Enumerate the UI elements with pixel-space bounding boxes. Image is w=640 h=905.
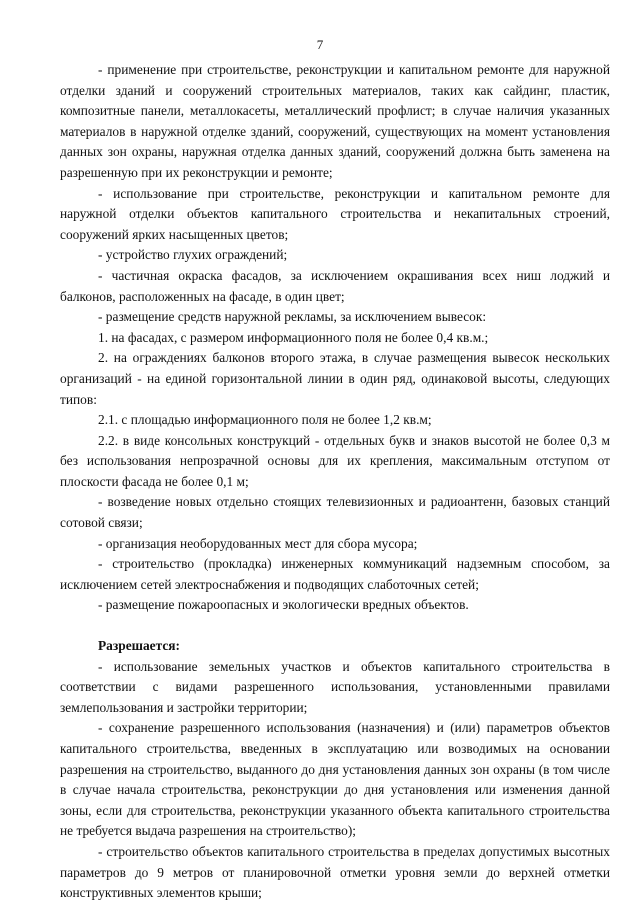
paragraph: - размещение пожароопасных и экологически вредных объектов.	[98, 597, 469, 613]
section-heading-allowed: Разрешается:	[98, 638, 180, 654]
paragraph: - сохранение разрешенного использования (назначения) и (или) параметров объектов капитального строительства, введенных в эксплуатацию или возводимых на основании разрешения на строительство, выданного до дня установления данных зон охраны (в том числе в случае начала строительства, реконструкции до дня установления или изменения данной зоны, если для строительства, реконструкции указанного объекта капитального строительства не требуется выдача разрешения на строительство);	[60, 720, 610, 839]
allowed-list	[60, 657, 610, 904]
section-spacer	[60, 616, 610, 636]
paragraph: - размещение средств наружной рекламы, за исключением вывесок:	[98, 309, 487, 325]
paragraph: - частичная окраска фасадов, за исключением окрашивания всех ниш лоджий и балконов, расположенных на фасаде, в один цвет;	[60, 267, 610, 304]
paragraph: - применение при строительстве, реконструкции и капитальном ремонте для наружной отделки зданий и сооружений строительных материалов, таких как сайдинг, пластик, композитные панели, металлокасеты, металлический профлист; в случае наличия указанных материалов в наружной отделке зданий, сооружений, существующих на момент установления данных зон охраны, наружная отделка данных зданий, сооружений должна быть заменена на разрешенную при их реконструкции и ремонте;	[60, 62, 610, 180]
paragraph: - организация необорудованных мест для сбора мусора;	[98, 535, 418, 551]
paragraph: - строительство объектов капитального строительства в пределах допустимых высотных параметров до 9 метров от планировочной отметки уровня земли до верхней отметки конструктивных элементов крыши;	[60, 843, 610, 901]
paragraph: - строительство (прокладка) инженерных коммуникаций надземным способом, за исключением сетей электроснабжения и подводящих слаботочных сетей;	[60, 556, 610, 592]
paragraph: - возведение новых отдельно стоящих телевизионных и радиоантенн, базовых станций сотовой связи;	[60, 494, 610, 531]
paragraph: 2. на ограждениях балконов второго этажа, в случае размещения вывесок нескольких организаций - на единой горизонтальной линии в один ряд, одинаковой высоты, следующих типов:	[60, 350, 610, 407]
paragraph: 2.1. с площадью информационного поля не более 1,2 кв.м;	[98, 412, 432, 428]
paragraph: 1. на фасадах, с размером информационного поля не более 0,4 кв.м.;	[98, 329, 489, 345]
paragraph: 2.2. в виде консольных конструкций - отдельных букв и знаков высотой не более 0,3 м без использования непрозрачной основы для их крепления, максимальным отступом от плоскости фасада не более 0,1 м;	[60, 432, 610, 489]
page-number: 7	[316, 37, 324, 52]
paragraph: - устройство глухих ограждений;	[98, 247, 288, 263]
paragraph: - использование земельных участков и объектов капитального строительства в соответствии с видами разрешенного использования, установленными правилами землепользования и застройки территории;	[60, 658, 610, 715]
prohibited-list	[60, 60, 610, 616]
document-body	[60, 60, 610, 904]
paragraph: - использование при строительстве, реконструкции и капитальном ремонте для наружной отделки объектов капитального строительства и некапитальных строений, сооружений ярких насыщенных цветов;	[60, 185, 610, 242]
